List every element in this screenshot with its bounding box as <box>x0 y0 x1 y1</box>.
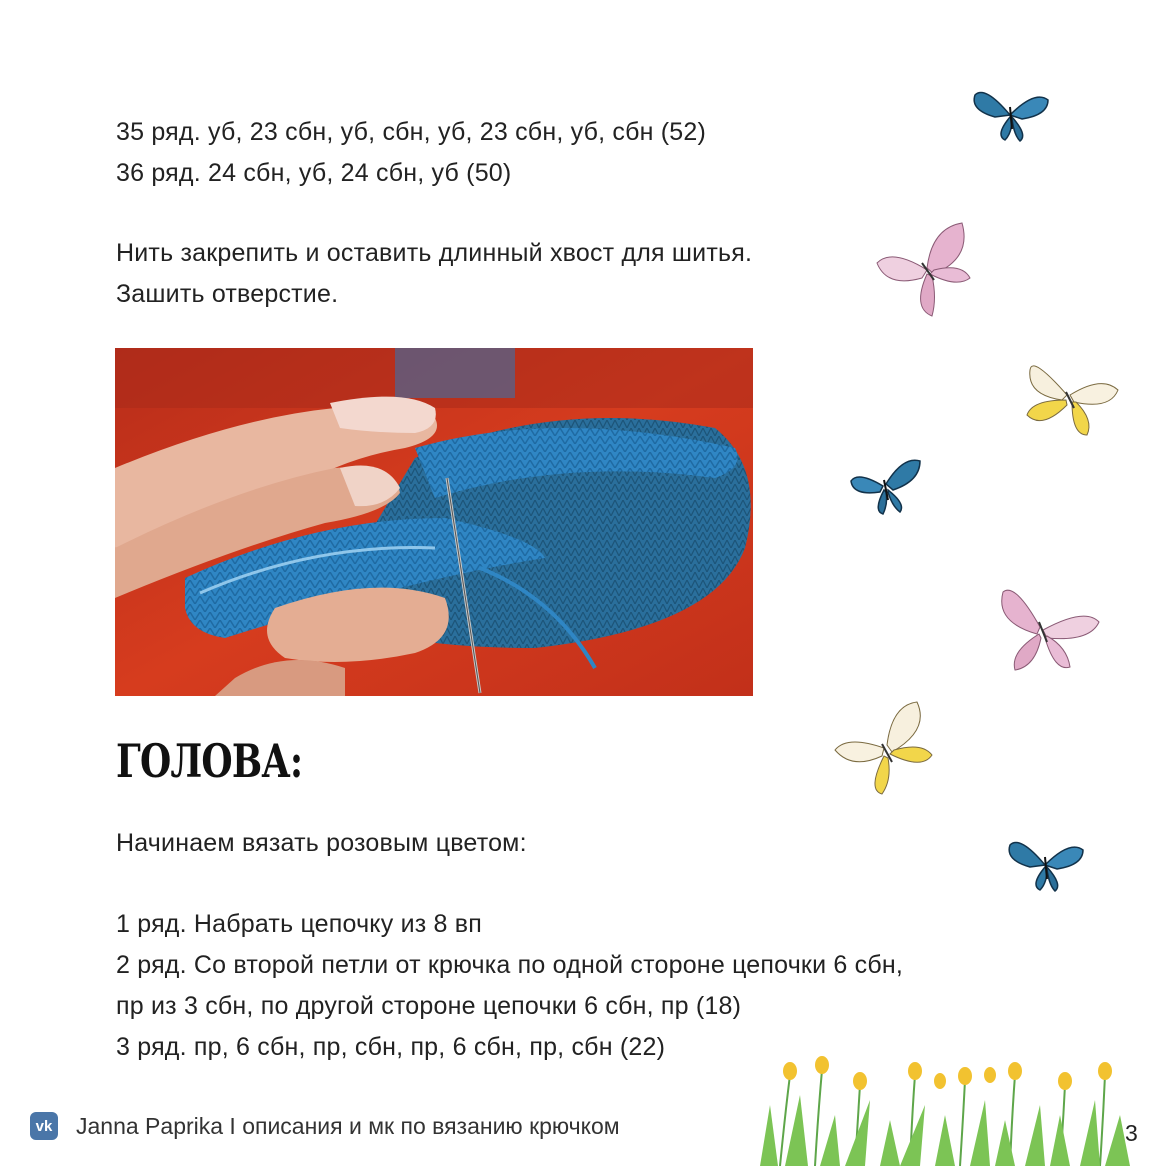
blue-butterfly-3-icon <box>1005 835 1085 897</box>
rows-head-block <box>116 904 903 1068</box>
sewing-photo <box>115 348 753 696</box>
finish-instructions <box>116 233 752 315</box>
vk-logo-icon[interactable]: vk <box>30 1112 58 1140</box>
head-row-1: 1 ряд. Набрать цепочку из 8 вп <box>116 910 483 938</box>
rows-top-block <box>116 112 706 194</box>
blue-butterfly-small-icon <box>848 456 922 516</box>
section-heading-head: ГОЛОВА: <box>116 734 303 788</box>
row-35: 35 ряд. уб, 23 сбн, уб, сбн, уб, 23 сбн, уб, сбн (52) <box>116 118 707 146</box>
head-row-2-cont: пр из 3 сбн, по другой стороне цепочки 6 сбн, пр (18) <box>116 992 742 1020</box>
head-row-3: 3 ряд. пр, 6 сбн, пр, сбн, пр, 6 сбн, пр, сбн (22) <box>116 1033 666 1061</box>
footer-text: Janna Paprika I описания и мк по вязанию крючком <box>76 1112 620 1139</box>
grass-tulips-decoration <box>760 1045 1130 1166</box>
row-36: 36 ряд. 24 сбн, уб, 24 сбн, уб (50) <box>116 159 512 187</box>
yellow-butterfly-icon <box>1022 350 1120 440</box>
sewing-photo-illustration <box>115 348 753 696</box>
head-row-2: 2 ряд. Со второй петли от крючка по одной стороне цепочки 6 сбн, <box>116 951 903 979</box>
finish-line-1: Нить закрепить и оставить длинный хвост для шитья. <box>116 239 753 267</box>
footer <box>30 1112 620 1140</box>
blue-butterfly-icon <box>970 85 1050 145</box>
finish-line-2: Зашить отверстие. <box>116 280 339 308</box>
yellow-butterfly-2-icon <box>832 700 934 796</box>
pink-butterfly-icon <box>872 218 972 320</box>
pink-butterfly-2-icon <box>995 582 1101 678</box>
page-number: 3 <box>1125 1120 1138 1146</box>
start-color-text: Начинаем вязать розовым цветом: <box>116 829 527 857</box>
